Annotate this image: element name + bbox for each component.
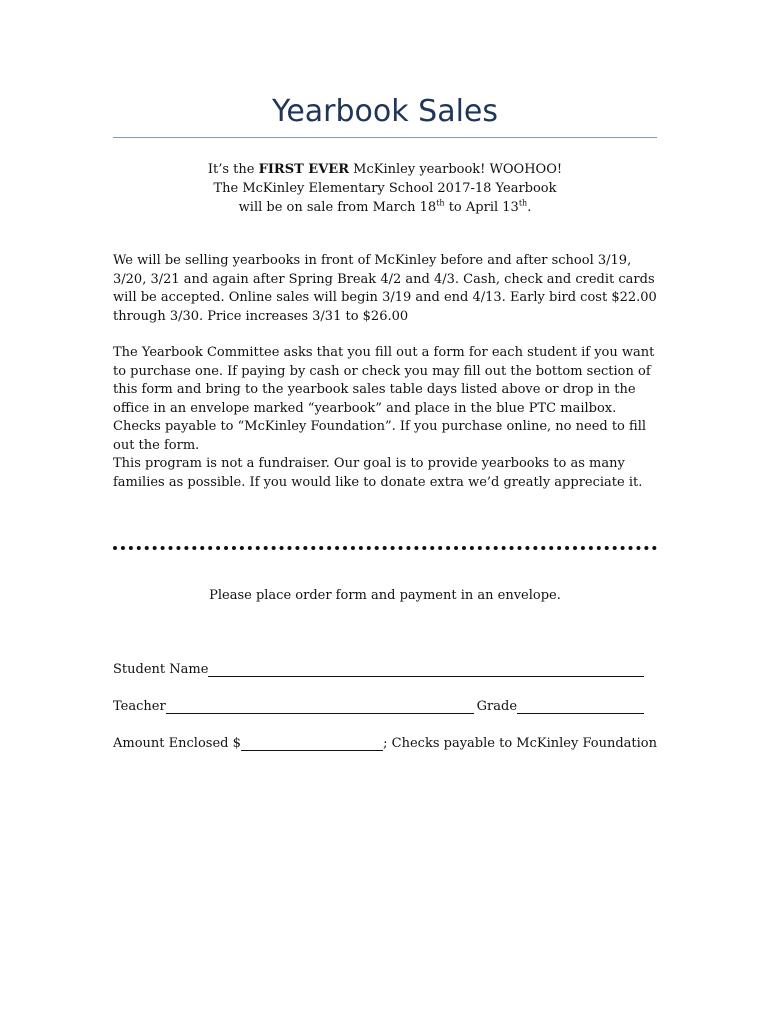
title-underline [113,137,657,138]
teacher-grade-row [113,699,657,714]
intro-line-1 [113,160,657,179]
intro-line-1-post: McKinley yearbook! WOOHOO! [349,162,563,177]
dotted-cut-line [113,546,657,550]
intro-line-3-period: . [527,200,532,215]
donation-paragraph: This program is not a fundraiser. Our goal is to provide yearbooks to as many families as possible. If you would like to donate extra we’d greatly appreciate it. [113,456,643,490]
intro-line-2: The McKinley Elementary School 2017-18 Yearbook [213,181,557,196]
form-instructions-paragraph: The Yearbook Committee asks that you fill out a form for each student if you want to purchase one. If paying by cash or check you may fill out the bottom section of this form and bring to the yearbook sales table days listed above or drop in the office in an envelope marked “yearbook” and place in the blue PTC mailbox. Checks payable to “McKinley Foundation”. If you purchase online, no need to fill out the form. [113,345,655,453]
student-name-label: Student Name [113,662,209,677]
sales-schedule-paragraph: We will be selling yearbooks in front of McKinley before and after school 3/19, 3/20, 3/21 and again after Spring Break 4/2 and 4/3. Cash, check and credit cards will be accepted. Online sales will begin 3/19 and end 4/13. Early bird cost $22.00 through 3/30. Price increases 3/31 to $26.00 [113,253,657,324]
first-ever-emphasis: FIRST EVER [258,162,350,177]
amount-row [113,736,657,751]
intro-line-1-pre: It’s the [207,162,259,177]
sale-end-text: to April 13 [444,200,519,215]
student-name-row [113,662,657,677]
sale-start-suffix: th [436,198,445,208]
sale-start-text: will be on sale from March 18 [238,200,437,215]
checks-payable-note: ; Checks payable to McKinley Foundation [383,736,657,751]
intro-block [113,160,657,217]
teacher-field[interactable] [166,700,474,714]
sale-end-suffix: th [518,198,528,208]
page-title: Yearbook Sales [271,94,499,129]
student-name-field[interactable] [208,663,644,677]
intro-line-3 [113,198,657,217]
teacher-label: Teacher [113,699,166,714]
amount-field[interactable] [241,737,383,751]
amount-label: Amount Enclosed $ [113,736,241,751]
grade-label: Grade [476,699,518,714]
grade-field[interactable] [517,700,644,714]
envelope-note: Please place order form and payment in an envelope. [209,588,561,603]
